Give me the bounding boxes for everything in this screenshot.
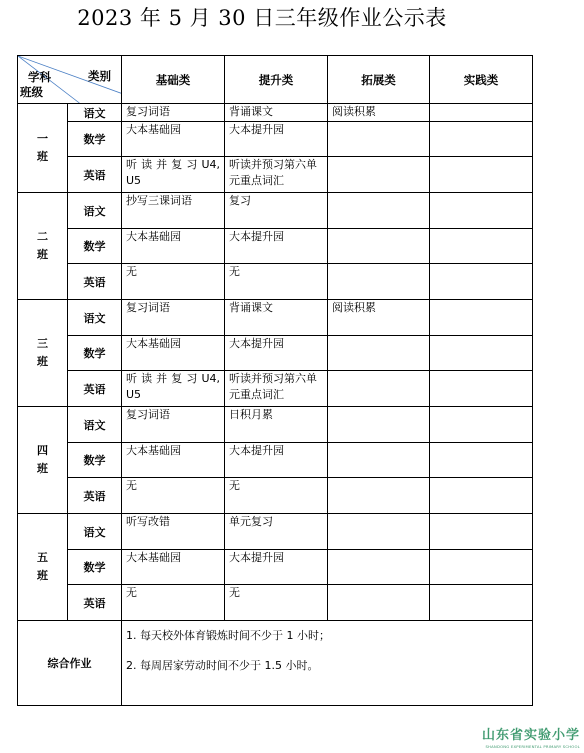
homework-text: 大本基础园 <box>126 444 181 457</box>
homework-cell-basic <box>122 585 225 621</box>
subject-label: 数学 <box>68 336 122 371</box>
table-row <box>18 264 533 300</box>
homework-cell-advanced <box>225 157 328 193</box>
homework-cell-basic <box>122 371 225 407</box>
homework-cell-basic <box>122 264 225 300</box>
homework-cell-basic <box>122 443 225 478</box>
homework-text: 大本基础园 <box>126 230 181 243</box>
header-class-label: 班级 <box>20 85 43 99</box>
homework-text: 大本提升园 <box>229 444 284 457</box>
homework-text: 听读并预习第六单元重点词汇 <box>229 372 317 401</box>
homework-cell-advanced <box>225 193 328 229</box>
homework-text: 大本基础园 <box>126 123 181 136</box>
homework-cell-advanced <box>225 443 328 478</box>
subject-label: 语文 <box>68 193 122 229</box>
homework-cell-extended <box>328 478 430 514</box>
homework-text: 无 <box>126 265 137 278</box>
homework-cell-advanced <box>225 585 328 621</box>
column-header-advanced: 提升类 <box>225 56 328 104</box>
homework-cell-practice <box>430 443 533 478</box>
homework-text: 背诵课文 <box>229 105 273 118</box>
homework-cell-advanced <box>225 371 328 407</box>
table-row <box>18 229 533 264</box>
class-name-part: 二 <box>37 230 48 243</box>
comprehensive-item: 2. 每周居家劳动时间不少于 1.5 小时。 <box>126 659 319 672</box>
homework-cell-advanced <box>225 550 328 585</box>
class-name <box>18 193 68 300</box>
homework-cell-advanced <box>225 478 328 514</box>
homework-cell-practice <box>430 229 533 264</box>
table-row <box>18 585 533 621</box>
table-row <box>18 157 533 193</box>
homework-cell-extended <box>328 443 430 478</box>
homework-cell-practice <box>430 478 533 514</box>
table-row <box>18 122 533 157</box>
class-name-part: 班 <box>37 569 48 582</box>
column-header-practice: 实践类 <box>430 56 533 104</box>
school-logo-name: 山东省实验小学 <box>481 728 580 743</box>
homework-text: 大本基础园 <box>126 337 181 350</box>
table-row <box>18 371 533 407</box>
homework-text: 无 <box>229 265 240 278</box>
class-name <box>18 514 68 621</box>
homework-cell-extended <box>328 229 430 264</box>
school-logo <box>482 724 580 749</box>
page-title: 2023 年 5 月 30 日三年级作业公示表 <box>77 6 447 30</box>
homework-text: 听读并预习第六单元重点词汇 <box>229 158 317 187</box>
homework-cell-extended <box>328 514 430 550</box>
class-name-part: 班 <box>37 150 48 163</box>
homework-text: 阅读积累 <box>332 105 376 118</box>
homework-cell-advanced <box>225 336 328 371</box>
table-row <box>18 193 533 229</box>
homework-text: 背诵课文 <box>229 301 273 314</box>
homework-cell-advanced <box>225 300 328 336</box>
class-name <box>18 104 68 193</box>
subject-label: 英语 <box>68 478 122 514</box>
subject-label: 英语 <box>68 585 122 621</box>
homework-cell-extended <box>328 193 430 229</box>
homework-cell-extended <box>328 550 430 585</box>
homework-text: 无 <box>229 586 240 599</box>
homework-cell-basic <box>122 193 225 229</box>
table-row <box>18 336 533 371</box>
homework-table <box>17 55 533 706</box>
homework-text: 无 <box>126 479 137 492</box>
class-name <box>18 300 68 407</box>
subject-label: 数学 <box>68 550 122 585</box>
subject-label: 数学 <box>68 229 122 264</box>
table-row <box>18 478 533 514</box>
class-name-part: 一 <box>37 132 48 145</box>
homework-cell-advanced <box>225 104 328 122</box>
homework-cell-practice <box>430 104 533 122</box>
homework-cell-advanced <box>225 229 328 264</box>
class-name-part: 班 <box>37 462 48 475</box>
table-row <box>18 104 533 122</box>
homework-cell-basic <box>122 300 225 336</box>
subject-label: 语文 <box>68 407 122 443</box>
homework-text: 听写改错 <box>126 515 170 528</box>
homework-cell-practice <box>430 264 533 300</box>
homework-cell-practice <box>430 407 533 443</box>
homework-cell-extended <box>328 104 430 122</box>
homework-cell-practice <box>430 371 533 407</box>
homework-cell-advanced <box>225 514 328 550</box>
homework-cell-basic <box>122 122 225 157</box>
homework-cell-extended <box>328 336 430 371</box>
homework-cell-basic <box>122 514 225 550</box>
subject-label: 语文 <box>68 300 122 336</box>
homework-text: 日积月累 <box>229 408 273 421</box>
homework-cell-basic <box>122 104 225 122</box>
homework-text: 大本提升园 <box>229 123 284 136</box>
homework-text: 复习 <box>229 194 251 207</box>
subject-label: 语文 <box>68 104 122 122</box>
class-name-part: 三 <box>37 337 48 350</box>
homework-cell-practice <box>430 585 533 621</box>
comprehensive-label: 综合作业 <box>18 621 122 706</box>
comprehensive-content <box>122 621 533 706</box>
homework-text: 复习词语 <box>126 301 170 314</box>
homework-cell-basic <box>122 336 225 371</box>
homework-cell-advanced <box>225 407 328 443</box>
class-name-part: 四 <box>37 444 48 457</box>
table-row <box>18 550 533 585</box>
table-row <box>18 300 533 336</box>
homework-text: 听 读 并 复 习 U4, U5 <box>126 372 220 401</box>
homework-text: 抄写三课词语 <box>126 194 192 207</box>
homework-cell-basic <box>122 550 225 585</box>
homework-cell-extended <box>328 585 430 621</box>
header-subject-label: 学科 <box>28 70 51 84</box>
homework-cell-advanced <box>225 264 328 300</box>
homework-cell-advanced <box>225 122 328 157</box>
homework-text: 无 <box>229 479 240 492</box>
column-header-basic: 基础类 <box>122 56 225 104</box>
homework-cell-practice <box>430 193 533 229</box>
homework-cell-extended <box>328 300 430 336</box>
homework-cell-basic <box>122 407 225 443</box>
homework-cell-practice <box>430 157 533 193</box>
homework-cell-practice <box>430 122 533 157</box>
table-row <box>18 407 533 443</box>
homework-text: 阅读积累 <box>332 301 376 314</box>
subject-label: 数学 <box>68 443 122 478</box>
homework-text: 复习词语 <box>126 408 170 421</box>
header-diagonal-cell <box>18 56 122 104</box>
homework-cell-basic <box>122 478 225 514</box>
class-name-part: 五 <box>37 551 48 564</box>
homework-text: 听 读 并 复 习 U4, U5 <box>126 158 220 187</box>
homework-cell-practice <box>430 336 533 371</box>
homework-cell-practice <box>430 550 533 585</box>
class-name-part: 班 <box>37 355 48 368</box>
homework-cell-practice <box>430 300 533 336</box>
school-logo-english: SHANDONG EXPERIMENTAL PRIMARY SCHOOL <box>485 744 580 749</box>
homework-cell-extended <box>328 371 430 407</box>
homework-text: 大本提升园 <box>229 337 284 350</box>
homework-cell-extended <box>328 407 430 443</box>
table-row <box>18 514 533 550</box>
homework-cell-extended <box>328 157 430 193</box>
subject-label: 数学 <box>68 122 122 157</box>
homework-text: 无 <box>126 586 137 599</box>
homework-cell-practice <box>430 514 533 550</box>
class-name-part: 班 <box>37 248 48 261</box>
homework-text: 复习词语 <box>126 105 170 118</box>
subject-label: 语文 <box>68 514 122 550</box>
homework-cell-basic <box>122 157 225 193</box>
homework-cell-basic <box>122 229 225 264</box>
homework-text: 大本基础园 <box>126 551 181 564</box>
homework-cell-extended <box>328 264 430 300</box>
subject-label: 英语 <box>68 157 122 193</box>
homework-text: 大本提升园 <box>229 551 284 564</box>
class-name <box>18 407 68 514</box>
comprehensive-item: 1. 每天校外体育锻炼时间不少于 1 小时； <box>126 629 330 642</box>
column-header-extended: 拓展类 <box>328 56 430 104</box>
homework-text: 单元复习 <box>229 515 273 528</box>
subject-label: 英语 <box>68 371 122 407</box>
homework-text: 大本提升园 <box>229 230 284 243</box>
header-category-label: 类别 <box>88 69 111 83</box>
homework-cell-extended <box>328 122 430 157</box>
subject-label: 英语 <box>68 264 122 300</box>
table-row <box>18 443 533 478</box>
